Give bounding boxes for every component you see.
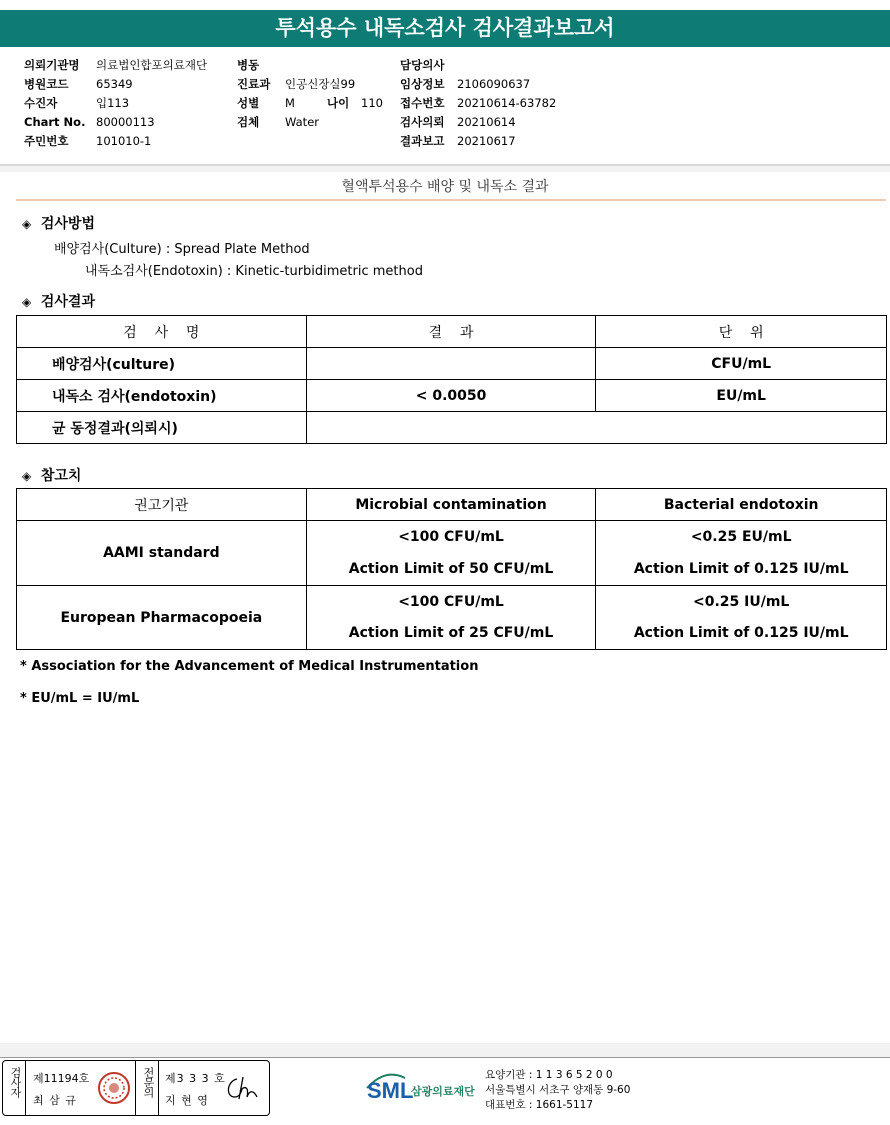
reference-table bbox=[16, 488, 887, 650]
results-header-row bbox=[17, 316, 887, 348]
institution-code: 요양기관 : 1 1 3 6 5 2 0 0 bbox=[485, 1069, 613, 1081]
method-heading-text: 검사방법 bbox=[40, 216, 95, 232]
reference-col-header: 권고기관 bbox=[17, 489, 307, 521]
reference-col-header: Bacterial endotoxin bbox=[596, 489, 887, 521]
subtitle-underline bbox=[16, 199, 886, 201]
results-heading-text: 검사결과 bbox=[40, 294, 95, 310]
endo-action-limit: Action Limit of 0.125 IU/mL bbox=[633, 561, 849, 577]
header-value: 101010-1 bbox=[96, 134, 152, 148]
footnote-units: * EU/mL = IU/mL bbox=[20, 691, 140, 706]
age-label: 나이 bbox=[327, 96, 350, 110]
sml-logo bbox=[365, 1068, 485, 1112]
report-title: 투석용수 내독소검사 검사결과보고서 bbox=[0, 10, 890, 47]
header-label: 담당의사 bbox=[400, 58, 445, 72]
header-value: 인공신장실99 bbox=[285, 77, 356, 91]
signature-divider bbox=[158, 1061, 159, 1115]
header-divider-shade bbox=[0, 166, 890, 172]
reference-header-row bbox=[17, 489, 887, 521]
reference-endo bbox=[596, 586, 887, 650]
signer2-license: 제3 3 3 호 bbox=[165, 1072, 226, 1085]
signer2-role: 전문의 bbox=[142, 1067, 155, 1097]
seal-stamp-icon bbox=[97, 1071, 131, 1105]
test-result: < 0.0050 bbox=[306, 380, 596, 412]
footnote-aami: * Association for the Advancement of Medical Instrumentation bbox=[20, 659, 479, 674]
handwritten-signature-icon bbox=[223, 1073, 263, 1103]
header-col-1 bbox=[24, 56, 207, 151]
signer1-role: 검사자 bbox=[9, 1067, 22, 1097]
test-name: 내독소 검사(endotoxin) bbox=[17, 380, 307, 412]
header-label: 병동 bbox=[237, 58, 260, 72]
table-row bbox=[17, 348, 887, 380]
method-line-endotoxin: 내독소검사(Endotoxin) : Kinetic-turbidimetric method bbox=[85, 264, 423, 279]
micro-limit: <100 CFU/mL bbox=[398, 593, 504, 610]
micro-limit: <100 CFU/mL bbox=[398, 529, 504, 545]
endo-action-limit: Action Limit of 0.125 IU/mL bbox=[633, 624, 849, 641]
header-label: 병원코드 bbox=[24, 77, 69, 91]
header-value: 입113 bbox=[96, 96, 130, 110]
test-unit: EU/mL bbox=[596, 380, 887, 412]
header-label: 의뢰기관명 bbox=[24, 58, 80, 72]
signature-divider bbox=[25, 1061, 26, 1115]
reference-org: European Pharmacopoeia bbox=[17, 586, 307, 650]
endo-limit: <0.25 EU/mL bbox=[690, 529, 792, 545]
test-result bbox=[306, 412, 886, 444]
method-line-culture: 배양검사(Culture) : Spread Plate Method bbox=[54, 242, 310, 257]
header-label: Chart No. bbox=[24, 115, 86, 129]
header-label: 접수번호 bbox=[400, 96, 445, 110]
method-heading bbox=[22, 213, 95, 233]
header-value: 20210617 bbox=[457, 134, 516, 148]
signer1-name: 최 삼 규 bbox=[33, 1094, 77, 1107]
header-col-2 bbox=[237, 56, 383, 132]
results-heading bbox=[22, 291, 95, 311]
header-value: 20210614 bbox=[457, 115, 516, 129]
header-label: 결과보고 bbox=[400, 134, 445, 148]
results-col-header: 결 과 bbox=[306, 316, 596, 348]
micro-action-limit: Action Limit of 25 CFU/mL bbox=[348, 624, 554, 641]
diamond-bullet-icon: ◈ bbox=[22, 217, 32, 231]
table-row bbox=[17, 412, 887, 444]
signature-divider bbox=[135, 1061, 136, 1115]
header-label: 임상정보 bbox=[400, 77, 445, 91]
results-table bbox=[16, 315, 887, 444]
reference-micro bbox=[306, 586, 596, 650]
footer-address bbox=[485, 1068, 630, 1113]
test-result bbox=[306, 348, 596, 380]
header-label: 검사의뢰 bbox=[400, 115, 445, 129]
header-label: 수진자 bbox=[24, 96, 58, 110]
table-row bbox=[17, 586, 887, 650]
test-name: 배양검사(culture) bbox=[17, 348, 307, 380]
reference-heading-text: 참고치 bbox=[40, 468, 82, 484]
test-unit: CFU/mL bbox=[596, 348, 887, 380]
header-label: 진료과 bbox=[237, 77, 271, 91]
reference-col-header: Microbial contamination bbox=[306, 489, 596, 521]
header-value: 20210614-63782 bbox=[457, 96, 557, 110]
endo-limit: <0.25 IU/mL bbox=[693, 593, 790, 610]
institution-address: 서울특별시 서초구 양재동 9-60 bbox=[485, 1084, 631, 1096]
header-label: 주민번호 bbox=[24, 134, 69, 148]
svg-text:SML: SML bbox=[367, 1078, 414, 1103]
signer1-license: 제11194호 bbox=[33, 1072, 90, 1085]
header-value: M bbox=[285, 96, 295, 110]
section-subtitle: 혈액투석용수 배양 및 내독소 결과 bbox=[341, 179, 549, 195]
reference-org: AAMI standard bbox=[17, 521, 307, 586]
reference-endo bbox=[596, 521, 887, 586]
header-value: 2106090637 bbox=[457, 77, 531, 91]
reference-heading bbox=[22, 465, 81, 485]
institution-phone: 대표번호 : 1661-5117 bbox=[485, 1099, 594, 1111]
header-value: 65349 bbox=[96, 77, 133, 91]
header-label: 성별 bbox=[237, 96, 260, 110]
table-row bbox=[17, 521, 887, 586]
results-col-header: 단 위 bbox=[596, 316, 887, 348]
results-col-header: 검 사 명 bbox=[17, 316, 307, 348]
footer-shade bbox=[0, 1043, 890, 1057]
footer-divider bbox=[0, 1057, 890, 1058]
sml-logo-icon bbox=[365, 1068, 485, 1108]
reference-micro bbox=[306, 521, 596, 586]
header-value: Water bbox=[285, 115, 319, 129]
diamond-bullet-icon: ◈ bbox=[22, 469, 32, 483]
signature-box bbox=[2, 1060, 270, 1116]
micro-action-limit: Action Limit of 50 CFU/mL bbox=[348, 561, 554, 577]
table-row bbox=[17, 380, 887, 412]
test-name: 균 동정결과(의뢰시) bbox=[17, 412, 307, 444]
header-col-3 bbox=[400, 56, 556, 151]
svg-text:삼광의료재단: 삼광의료재단 bbox=[411, 1085, 475, 1098]
header-label: 검체 bbox=[237, 115, 260, 129]
signer2-name: 지 현 영 bbox=[165, 1094, 209, 1107]
age-value: 110 bbox=[361, 96, 383, 110]
header-value: 의료법인합포의료재단 bbox=[96, 58, 208, 72]
header-value: 80000113 bbox=[96, 115, 155, 129]
diamond-bullet-icon: ◈ bbox=[22, 295, 32, 309]
